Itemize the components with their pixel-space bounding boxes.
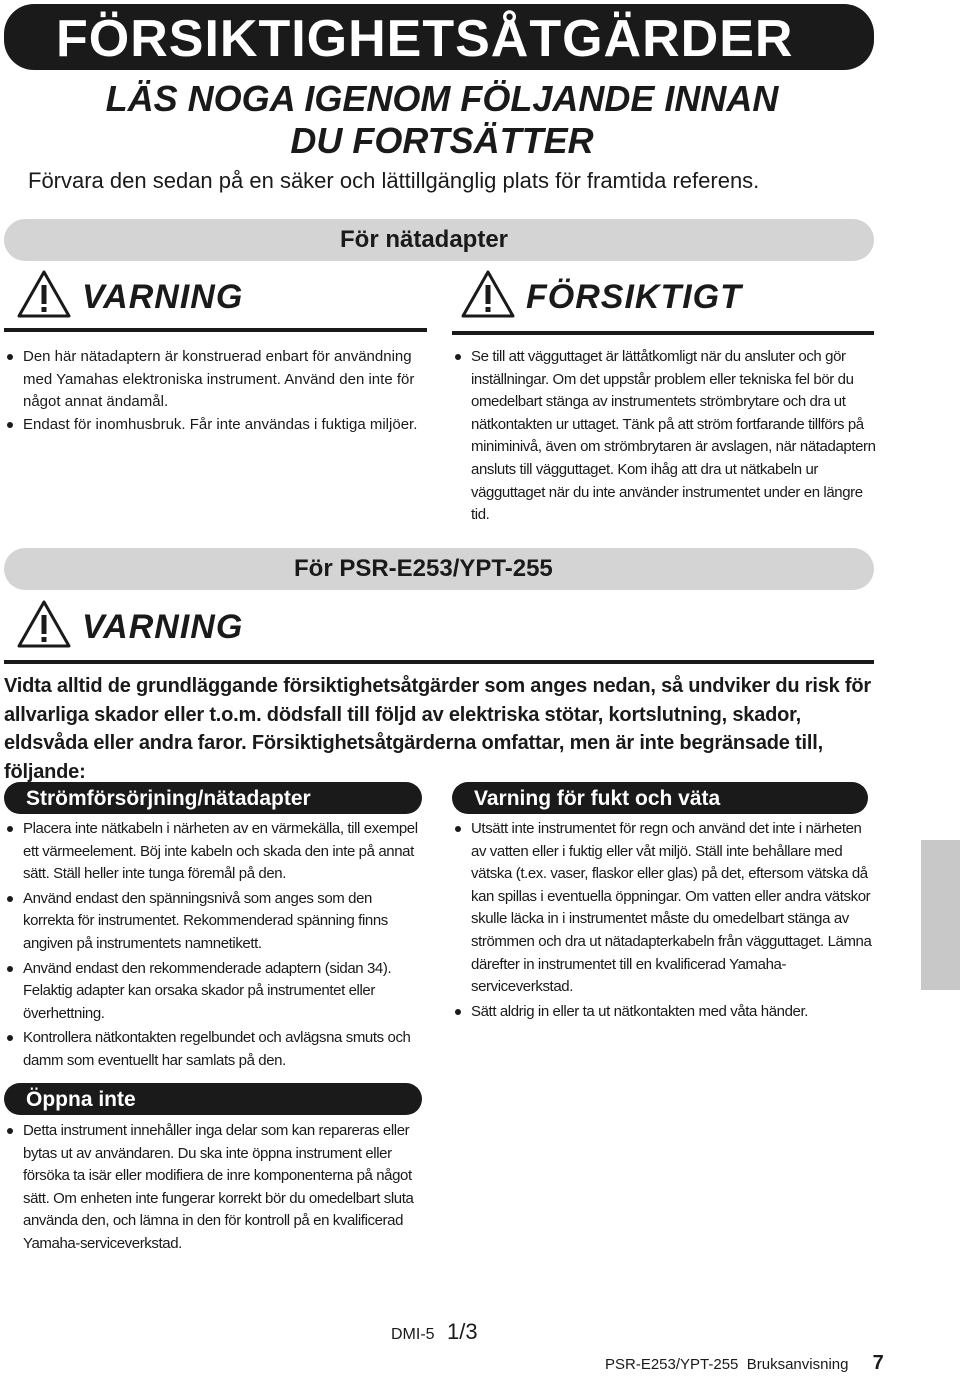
- list-item: Detta instrument innehåller inga delar som kan repareras eller bytas ut av användaren. Du ska inte öppna instrument eller försöka ta isär eller modifiera de inre komponenterna på något sätt. Om enheten inte fungerar korrekt bör du omedelbart sluta använda den, och lämna in den för kontroll på en kvalificerad Yamaha-serviceverkstad.: [4, 1120, 430, 1256]
- product-warning-rule: [4, 660, 874, 664]
- power-supply-heading: Strömförsörjning/nätadapter: [4, 782, 422, 814]
- manual-name: PSR-E253/YPT-255 Bruksanvisning: [605, 1356, 849, 1373]
- list-item: Den här nätadaptern är konstruerad enbart för användning med Yamahas elektroniska instrument. Använd den inte för något annat ändamål.: [4, 346, 428, 414]
- product-warning-lead: Vidta alltid de grundläggande försiktighetsåtgärder som anges nedan, så undviker du risk för allvarliga skador eller t.o.m. dödsfall till följd av elektriska stötar, kortslutning, skador, eldsvåda eller andra faror. Försiktighetsåtgärderna omfattar, men är inte begränsade till, följande:: [4, 675, 871, 783]
- moisture-list: [452, 818, 878, 1023]
- list-item: Endast för inomhusbruk. Får inte användas i fuktiga miljöer.: [4, 414, 428, 437]
- page-number: 7: [872, 1352, 884, 1374]
- do-not-open-list: [4, 1120, 430, 1256]
- product-warning-title: VARNING: [82, 608, 244, 646]
- list-item: Sätt aldrig in eller ta ut nätkontakten med våta händer.: [452, 1001, 878, 1024]
- intro-text: Förvara den sedan på en säker och lättillgänglig plats för framtida referens.: [28, 168, 760, 193]
- dmi-page: 1/3: [447, 1319, 478, 1344]
- page-title: FÖRSIKTIGHETSÅTGÄRDER: [4, 4, 874, 70]
- list-item: Utsätt inte instrumentet för regn och använd det inte i närheten av vatten eller i fuktig eller våt miljö. Ställ inte behållare med vätska (t.ex. vaser, flaskor eller glas) på det, eftersom vätska då kan spillas i eventuella öppningar. Om vatten eller andra vätskor skulle läcka in i instrumentet måste du omedelbart stänga av strömmen och dra ut nätadapterkabeln från vägguttaget. Lämna därefter in instrumentet till en kvalificerad Yamaha-serviceverkstad.: [452, 818, 878, 999]
- adapter-caution-list: [452, 346, 878, 527]
- warning-triangle-icon: [16, 268, 72, 320]
- list-item: Använd endast den rekommenderade adaptern (sidan 34). Felaktig adapter kan orsaka skador på instrumentet eller överhettning.: [4, 958, 424, 1026]
- warning-triangle-icon: [16, 598, 72, 650]
- do-not-open-heading: Öppna inte: [4, 1083, 422, 1115]
- page-footer: [605, 1352, 884, 1376]
- adapter-warning-list: [4, 346, 428, 436]
- adapter-warning-rule: [4, 328, 427, 332]
- adapter-caution-title: FÖRSIKTIGT: [526, 278, 742, 316]
- moisture-heading: Varning för fukt och väta: [452, 782, 868, 814]
- adapter-caution-heading: [460, 268, 880, 324]
- list-item: Kontrollera nätkontakten regelbundet och avlägsna smuts och damm som eventuellt har samlats på den.: [4, 1027, 424, 1072]
- product-warning-heading: [16, 598, 436, 654]
- side-index-tab: [921, 840, 960, 990]
- adapter-section-label: För nätadapter: [340, 226, 509, 253]
- adapter-warning-heading: [16, 268, 436, 324]
- warning-triangle-icon: [460, 268, 516, 320]
- subtitle-line-2: DU FORTSÄTTER: [290, 120, 594, 161]
- dmi-code: [391, 1319, 478, 1345]
- adapter-section-band: [4, 219, 874, 261]
- power-supply-list: [4, 818, 424, 1073]
- adapter-warning-title: VARNING: [82, 278, 244, 316]
- list-item: Se till att vägguttaget är lättåtkomligt när du ansluter och gör inställningar. Om det uppstår problem eller tekniska fel bör du omedelbart stänga av instrumentets strömbrytare och dra ut nätkontakten ur uttaget. Tänk på att ström fortfarande tillförs på miniminivå, även om strömbrytaren är avslagen, när nätadaptern ansluts till vägguttaget. Kom ihåg att dra ut nätkabeln ur vägguttaget när du inte använder instrumentet under en längre tid.: [452, 346, 878, 527]
- list-item: Placera inte nätkabeln i närheten av en värmekälla, till exempel ett värmeelement. Böj inte kabeln och skada den inte på annat sätt. Ställ heller inte tunga föremål på den.: [4, 818, 424, 886]
- list-item: Använd endast den spänningsnivå som anges som den korrekta för instrumentet. Rekommenderad spänning finns angiven på instrumentets namnetikett.: [4, 888, 424, 956]
- adapter-caution-rule: [452, 331, 874, 335]
- product-section-label: För PSR-E253/YPT-255: [294, 555, 553, 582]
- subtitle-line-1: LÄS NOGA IGENOM FÖLJANDE INNAN: [105, 78, 779, 119]
- product-section-band: [4, 548, 874, 590]
- dmi-code-label: DMI-5: [391, 1326, 435, 1343]
